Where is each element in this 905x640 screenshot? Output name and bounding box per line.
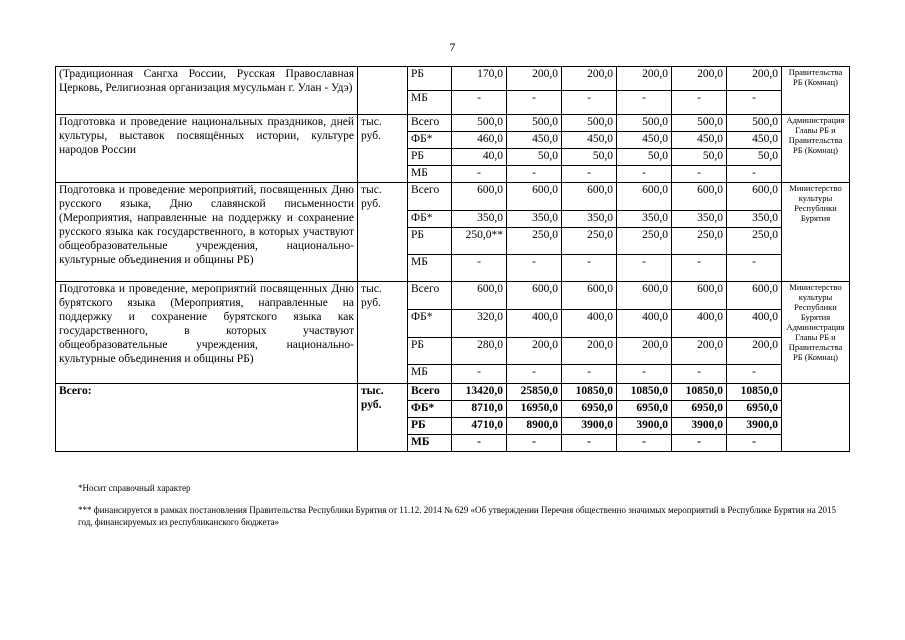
amount-cell: 320,0: [452, 310, 507, 338]
amount-cell: 400,0: [672, 310, 727, 338]
activity-description: Подготовка и проведение мероприятий, посвященных Дню русского языка, Дню славянской письменности (Мероприятия, направленные на поддержку и сохранение русского языка как государственного, в которых участвуют общеобразовательные учреждения, национально-культурные объединения и общины РБ): [56, 183, 358, 282]
amount-cell: 50,0: [672, 149, 727, 166]
amount-cell: 3900,0: [617, 418, 672, 435]
funding-source: РБ: [408, 149, 452, 166]
amount-cell: 200,0: [507, 338, 562, 365]
table-row: [56, 67, 850, 91]
amount-cell: 6950,0: [672, 401, 727, 418]
amount-cell: -: [507, 435, 562, 452]
responsible-organization: Министерство культуры Республики Бурятия Администрация Главы РБ и Правительства РБ (Комнац): [782, 282, 850, 384]
funding-source: ФБ*: [408, 132, 452, 149]
amount-cell: -: [617, 435, 672, 452]
amount-cell: 600,0: [507, 183, 562, 211]
amount-cell: 16950,0: [507, 401, 562, 418]
amount-cell: 500,0: [727, 115, 782, 132]
amount-cell: -: [727, 255, 782, 282]
amount-cell: -: [452, 435, 507, 452]
amount-cell: -: [452, 255, 507, 282]
amount-cell: 350,0: [507, 211, 562, 228]
amount-cell: 460,0: [452, 132, 507, 149]
amount-cell: 6950,0: [562, 401, 617, 418]
funding-source: ФБ*: [408, 401, 452, 418]
unit-cell: тыс. руб.: [358, 115, 408, 183]
unit-cell: тыс. руб.: [358, 282, 408, 384]
amount-cell: 600,0: [672, 282, 727, 310]
amount-cell: 350,0: [617, 211, 672, 228]
amount-cell: 200,0: [562, 338, 617, 365]
amount-cell: 450,0: [617, 132, 672, 149]
amount-cell: 50,0: [727, 149, 782, 166]
funding-source: РБ: [408, 338, 452, 365]
amount-cell: 10850,0: [617, 384, 672, 401]
amount-cell: -: [617, 91, 672, 115]
amount-cell: 10850,0: [672, 384, 727, 401]
responsible-organization: Администрация Главы РБ и Правительства РБ (Комнац): [782, 115, 850, 183]
amount-cell: -: [507, 91, 562, 115]
amount-cell: 200,0: [727, 67, 782, 91]
footnote-2: *** финансируется в рамках постановления Правительства Республики Бурятия от 11.12. 2014 № 629 «Об утверждении Перечня общественно значимых мероприятий в Республике Бурятия на 2015 год, финансируемых из республиканского бюджета»: [78, 505, 836, 527]
amount-cell: 200,0: [617, 338, 672, 365]
unit-cell: тыс. руб.: [358, 183, 408, 282]
amount-cell: 50,0: [562, 149, 617, 166]
amount-cell: 3900,0: [727, 418, 782, 435]
amount-cell: 250,0: [562, 228, 617, 255]
amount-cell: 200,0: [507, 67, 562, 91]
table-row: [56, 282, 850, 310]
amount-cell: 200,0: [672, 338, 727, 365]
amount-cell: 170,0: [452, 67, 507, 91]
amount-cell: 350,0: [727, 211, 782, 228]
amount-cell: 500,0: [672, 115, 727, 132]
amount-cell: -: [727, 91, 782, 115]
amount-cell: 250,0: [507, 228, 562, 255]
funding-source: ФБ*: [408, 211, 452, 228]
amount-cell: 250,0: [672, 228, 727, 255]
amount-cell: 50,0: [507, 149, 562, 166]
amount-cell: 6950,0: [727, 401, 782, 418]
amount-cell: 500,0: [507, 115, 562, 132]
footnotes: [78, 482, 838, 538]
amount-cell: 600,0: [452, 282, 507, 310]
amount-cell: 400,0: [507, 310, 562, 338]
amount-cell: 600,0: [617, 282, 672, 310]
amount-cell: 450,0: [562, 132, 617, 149]
footnote-1: *Носит справочный характер: [78, 483, 191, 493]
amount-cell: 200,0: [727, 338, 782, 365]
amount-cell: -: [672, 91, 727, 115]
amount-cell: 10850,0: [562, 384, 617, 401]
funding-source: ФБ*: [408, 310, 452, 338]
amount-cell: 3900,0: [672, 418, 727, 435]
funding-source: РБ: [408, 418, 452, 435]
amount-cell: 3900,0: [562, 418, 617, 435]
amount-cell: -: [562, 435, 617, 452]
amount-cell: 200,0: [617, 67, 672, 91]
funding-source: Всего: [408, 282, 452, 310]
amount-cell: 450,0: [727, 132, 782, 149]
unit-cell: [358, 67, 408, 115]
amount-cell: 450,0: [507, 132, 562, 149]
amount-cell: -: [727, 365, 782, 384]
amount-cell: -: [617, 365, 672, 384]
funding-source: МБ: [408, 255, 452, 282]
amount-cell: 50,0: [617, 149, 672, 166]
funding-source: МБ: [408, 365, 452, 384]
amount-cell: 600,0: [727, 282, 782, 310]
amount-cell: 600,0: [562, 183, 617, 211]
unit-cell: тыс. руб.: [358, 384, 408, 452]
amount-cell: 6950,0: [617, 401, 672, 418]
amount-cell: -: [452, 91, 507, 115]
amount-cell: 450,0: [672, 132, 727, 149]
funding-table: [55, 66, 850, 452]
amount-cell: 250,0: [617, 228, 672, 255]
amount-cell: 500,0: [562, 115, 617, 132]
amount-cell: 350,0: [562, 211, 617, 228]
amount-cell: 350,0: [452, 211, 507, 228]
amount-cell: 40,0: [452, 149, 507, 166]
amount-cell: -: [562, 365, 617, 384]
amount-cell: -: [672, 365, 727, 384]
amount-cell: 200,0: [672, 67, 727, 91]
amount-cell: 600,0: [507, 282, 562, 310]
funding-source: МБ: [408, 91, 452, 115]
table-row: [56, 115, 850, 132]
amount-cell: -: [727, 166, 782, 183]
activity-description: Подготовка и проведение национальных праздников, дней культуры, выставок посвящённых истории, культуре народов России: [56, 115, 358, 183]
amount-cell: 400,0: [562, 310, 617, 338]
amount-cell: 400,0: [727, 310, 782, 338]
amount-cell: 280,0: [452, 338, 507, 365]
activity-description: Всего:: [56, 384, 358, 452]
amount-cell: 8900,0: [507, 418, 562, 435]
funding-source: Всего: [408, 115, 452, 132]
amount-cell: 350,0: [672, 211, 727, 228]
amount-cell: -: [727, 435, 782, 452]
table-row: [56, 183, 850, 211]
funding-source: Всего: [408, 384, 452, 401]
amount-cell: -: [617, 166, 672, 183]
amount-cell: 200,0: [562, 67, 617, 91]
activity-description: (Традиционная Сангха России, Русская Православная Церковь, Религиозная организация мусульман г. Улан - Удэ): [56, 67, 358, 115]
amount-cell: -: [507, 365, 562, 384]
amount-cell: 400,0: [617, 310, 672, 338]
amount-cell: 25850,0: [507, 384, 562, 401]
funding-source: Всего: [408, 183, 452, 211]
amount-cell: 8710,0: [452, 401, 507, 418]
amount-cell: -: [562, 166, 617, 183]
amount-cell: 13420,0: [452, 384, 507, 401]
activity-description: Подготовка и проведение, мероприятий посвященных Дню бурятского языка (Мероприятия, направленные на поддержку и сохранение бурятского языка как государственного, в которых участвуют общеобразовательные учреждения, национально-культурные объединения и общины РБ): [56, 282, 358, 384]
amount-cell: -: [672, 166, 727, 183]
total-row: [56, 384, 850, 401]
amount-cell: 500,0: [452, 115, 507, 132]
funding-source: МБ: [408, 435, 452, 452]
amount-cell: -: [452, 166, 507, 183]
funding-source: РБ: [408, 228, 452, 255]
funding-source: МБ: [408, 166, 452, 183]
amount-cell: -: [562, 91, 617, 115]
amount-cell: 600,0: [617, 183, 672, 211]
amount-cell: -: [617, 255, 672, 282]
amount-cell: -: [672, 255, 727, 282]
responsible-organization: Правительства РБ (Комнац): [782, 67, 850, 115]
amount-cell: 10850,0: [727, 384, 782, 401]
responsible-organization: Министерство культуры Республики Бурятия: [782, 183, 850, 282]
amount-cell: 500,0: [617, 115, 672, 132]
amount-cell: -: [672, 435, 727, 452]
amount-cell: 600,0: [452, 183, 507, 211]
amount-cell: 600,0: [727, 183, 782, 211]
page-number: 7: [449, 40, 456, 54]
amount-cell: 600,0: [672, 183, 727, 211]
amount-cell: 250,0: [727, 228, 782, 255]
amount-cell: -: [507, 166, 562, 183]
amount-cell: 600,0: [562, 282, 617, 310]
amount-cell: -: [452, 365, 507, 384]
amount-cell: -: [562, 255, 617, 282]
amount-cell: 250,0**: [452, 228, 507, 255]
funding-source: РБ: [408, 67, 452, 91]
amount-cell: 4710,0: [452, 418, 507, 435]
responsible-organization: [782, 384, 850, 452]
amount-cell: -: [507, 255, 562, 282]
